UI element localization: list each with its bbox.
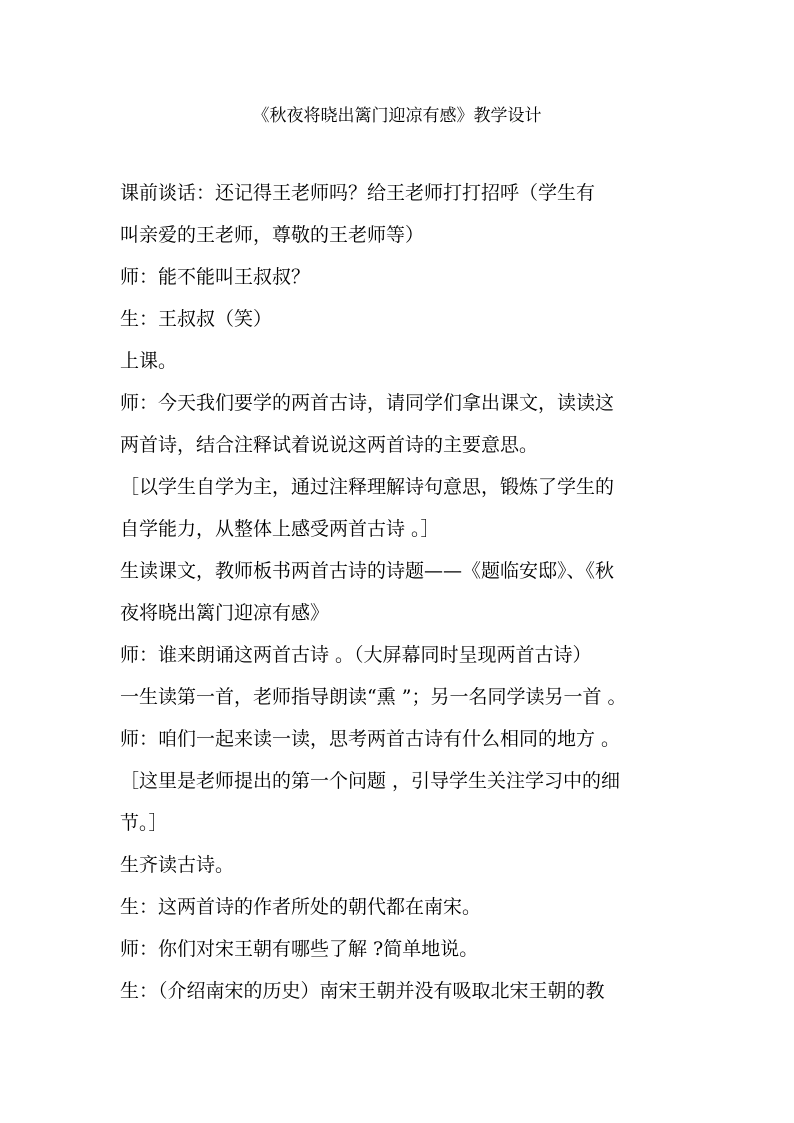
text-line: 叫亲爱的王老师，尊敬的王老师等） <box>120 224 425 246</box>
text-line: 师：能不能叫王叔叔？ <box>120 266 311 288</box>
text-line: 生齐读古诗。 <box>120 854 235 876</box>
text-line: 上课。 <box>120 350 178 372</box>
text-line: 师：你们对宋王朝有哪些了解 ?简单地说。 <box>120 938 479 960</box>
text-line: ［以学生自学为主，通过注释理解诗句意思，锻炼了学生的 <box>120 476 615 498</box>
text-line: 生：（介绍南宋的历史）南宋王朝并没有吸取北宋王朝的教 <box>120 980 605 1002</box>
text-line: 自学能力，从整体上感受两首古诗 。］ <box>120 518 440 540</box>
document-title: 《秋夜将晓出篱门迎凉有感》教学设计 <box>252 106 542 126</box>
text-line: 两首诗，结合注释试着说说这两首诗的主要意思。 <box>120 434 539 456</box>
text-line: ［这里是老师提出的第一个问题 ，引导学生关注学习中的细 <box>120 770 621 792</box>
document-body <box>120 182 680 1022</box>
text-line: 生：王叔叔（笑） <box>120 308 273 330</box>
text-line: 一生读第一首，老师指导朗读“熏 ”；另一名同学读另一首 。 <box>120 686 627 708</box>
text-line: 夜将晓出篱门迎凉有感》 <box>120 602 330 624</box>
text-line: 节。］ <box>120 812 168 834</box>
text-line: 师：今天我们要学的两首古诗，请同学们拿出课文，读读这 <box>120 392 615 414</box>
text-line: 生：这两首诗的作者所处的朝代都在南宋。 <box>120 896 482 918</box>
text-line: 师：咱们一起来读一读，思考两首古诗有什么相同的地方 。 <box>120 728 621 750</box>
text-line: 课前谈话：还记得王老师吗？给王老师打打招呼（学生有 <box>120 182 596 204</box>
text-line: 生读课文，教师板书两首古诗的诗题——《题临安邸》、《秋 <box>120 560 615 582</box>
text-line: 师：谁来朗诵这两首古诗 。（大屏幕同时呈现两首古诗） <box>120 644 592 666</box>
